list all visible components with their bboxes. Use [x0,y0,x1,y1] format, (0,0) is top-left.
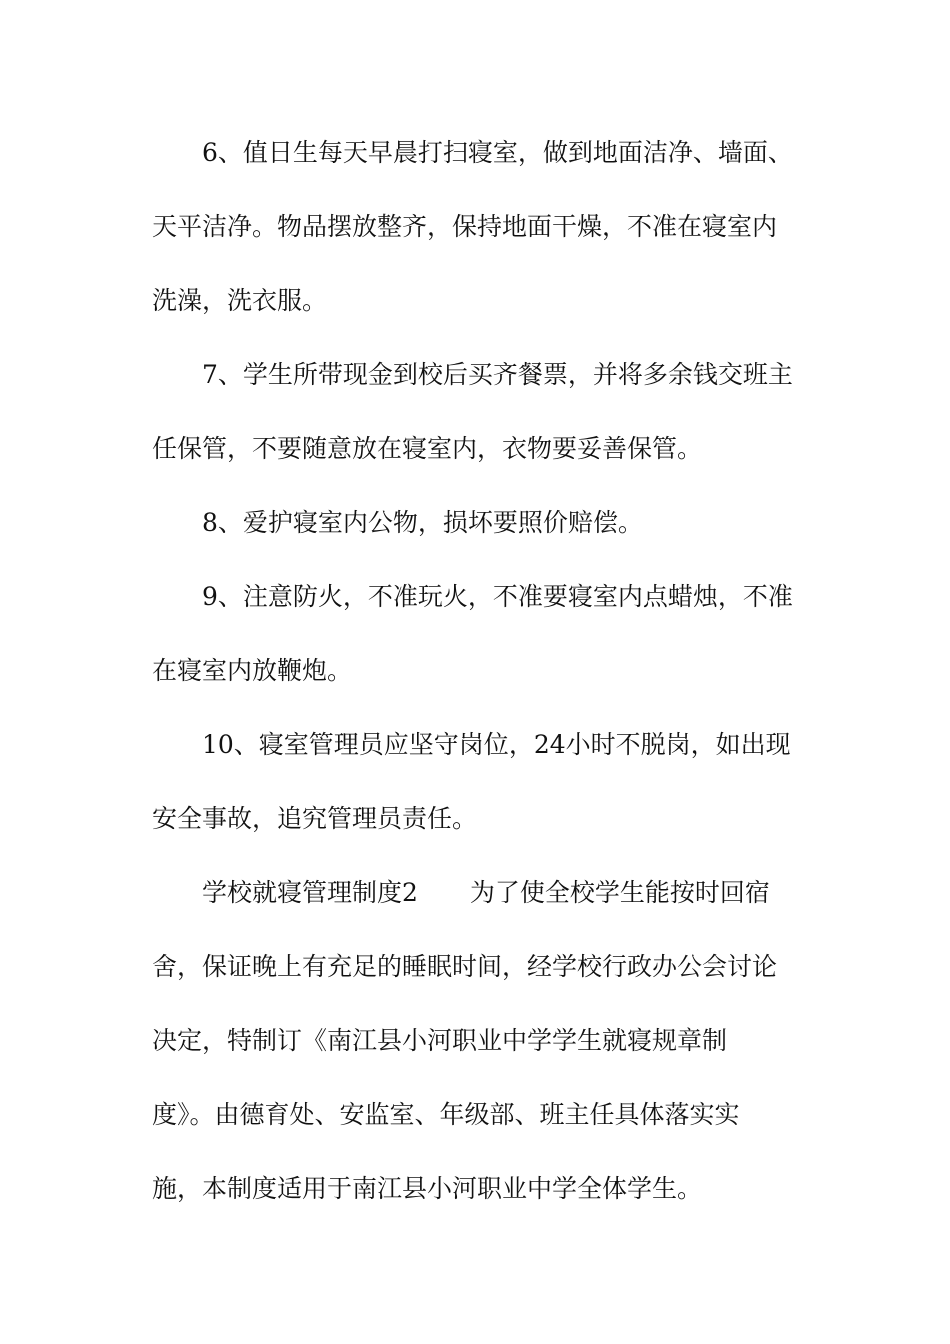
paragraph-line: 6、值日生每天早晨打扫寝室，做到地面洁净、墙面、 [202,138,793,167]
paragraph-line: 决定，特制订《南江县小河职业中学学生就寝规章制 [152,1026,728,1055]
paragraph-line: 安全事故，追究管理员责任。 [152,804,478,833]
paragraph-line: 10、寝室管理员应坚守岗位，24小时不脱岗，如出现 [202,730,791,759]
section-intro: 为了使全校学生能按时回宿 [469,878,770,907]
paragraph-line: 9、注意防火，不准玩火，不准要寝室内点蜡烛，不准 [202,582,793,611]
section-heading-line [202,876,902,910]
paragraph-line: 8、爱护寝室内公物，损坏要照价赔偿。 [202,508,643,537]
paragraph-line: 度》。由德育处、安监室、年级部、班主任具体落实实 [152,1100,740,1129]
paragraph-line: 施，本制度适用于南江县小河职业中学全体学生。 [152,1174,703,1203]
paragraph-line: 在寝室内放鞭炮。 [152,656,353,685]
paragraph-line: 洗澡，洗衣服。 [152,286,328,315]
paragraph-line: 天平洁净。物品摆放整齐，保持地面干燥，不准在寝室内 [152,212,778,241]
paragraph-line: 任保管，不要随意放在寝室内，衣物要妥善保管。 [152,434,703,463]
paragraph-line: 舍，保证晚上有充足的睡眠时间，经学校行政办公会讨论 [152,952,778,981]
section-heading: 学校就寝管理制度2 [202,878,418,907]
paragraph-line: 7、学生所带现金到校后买齐餐票，并将多余钱交班主 [202,360,793,389]
